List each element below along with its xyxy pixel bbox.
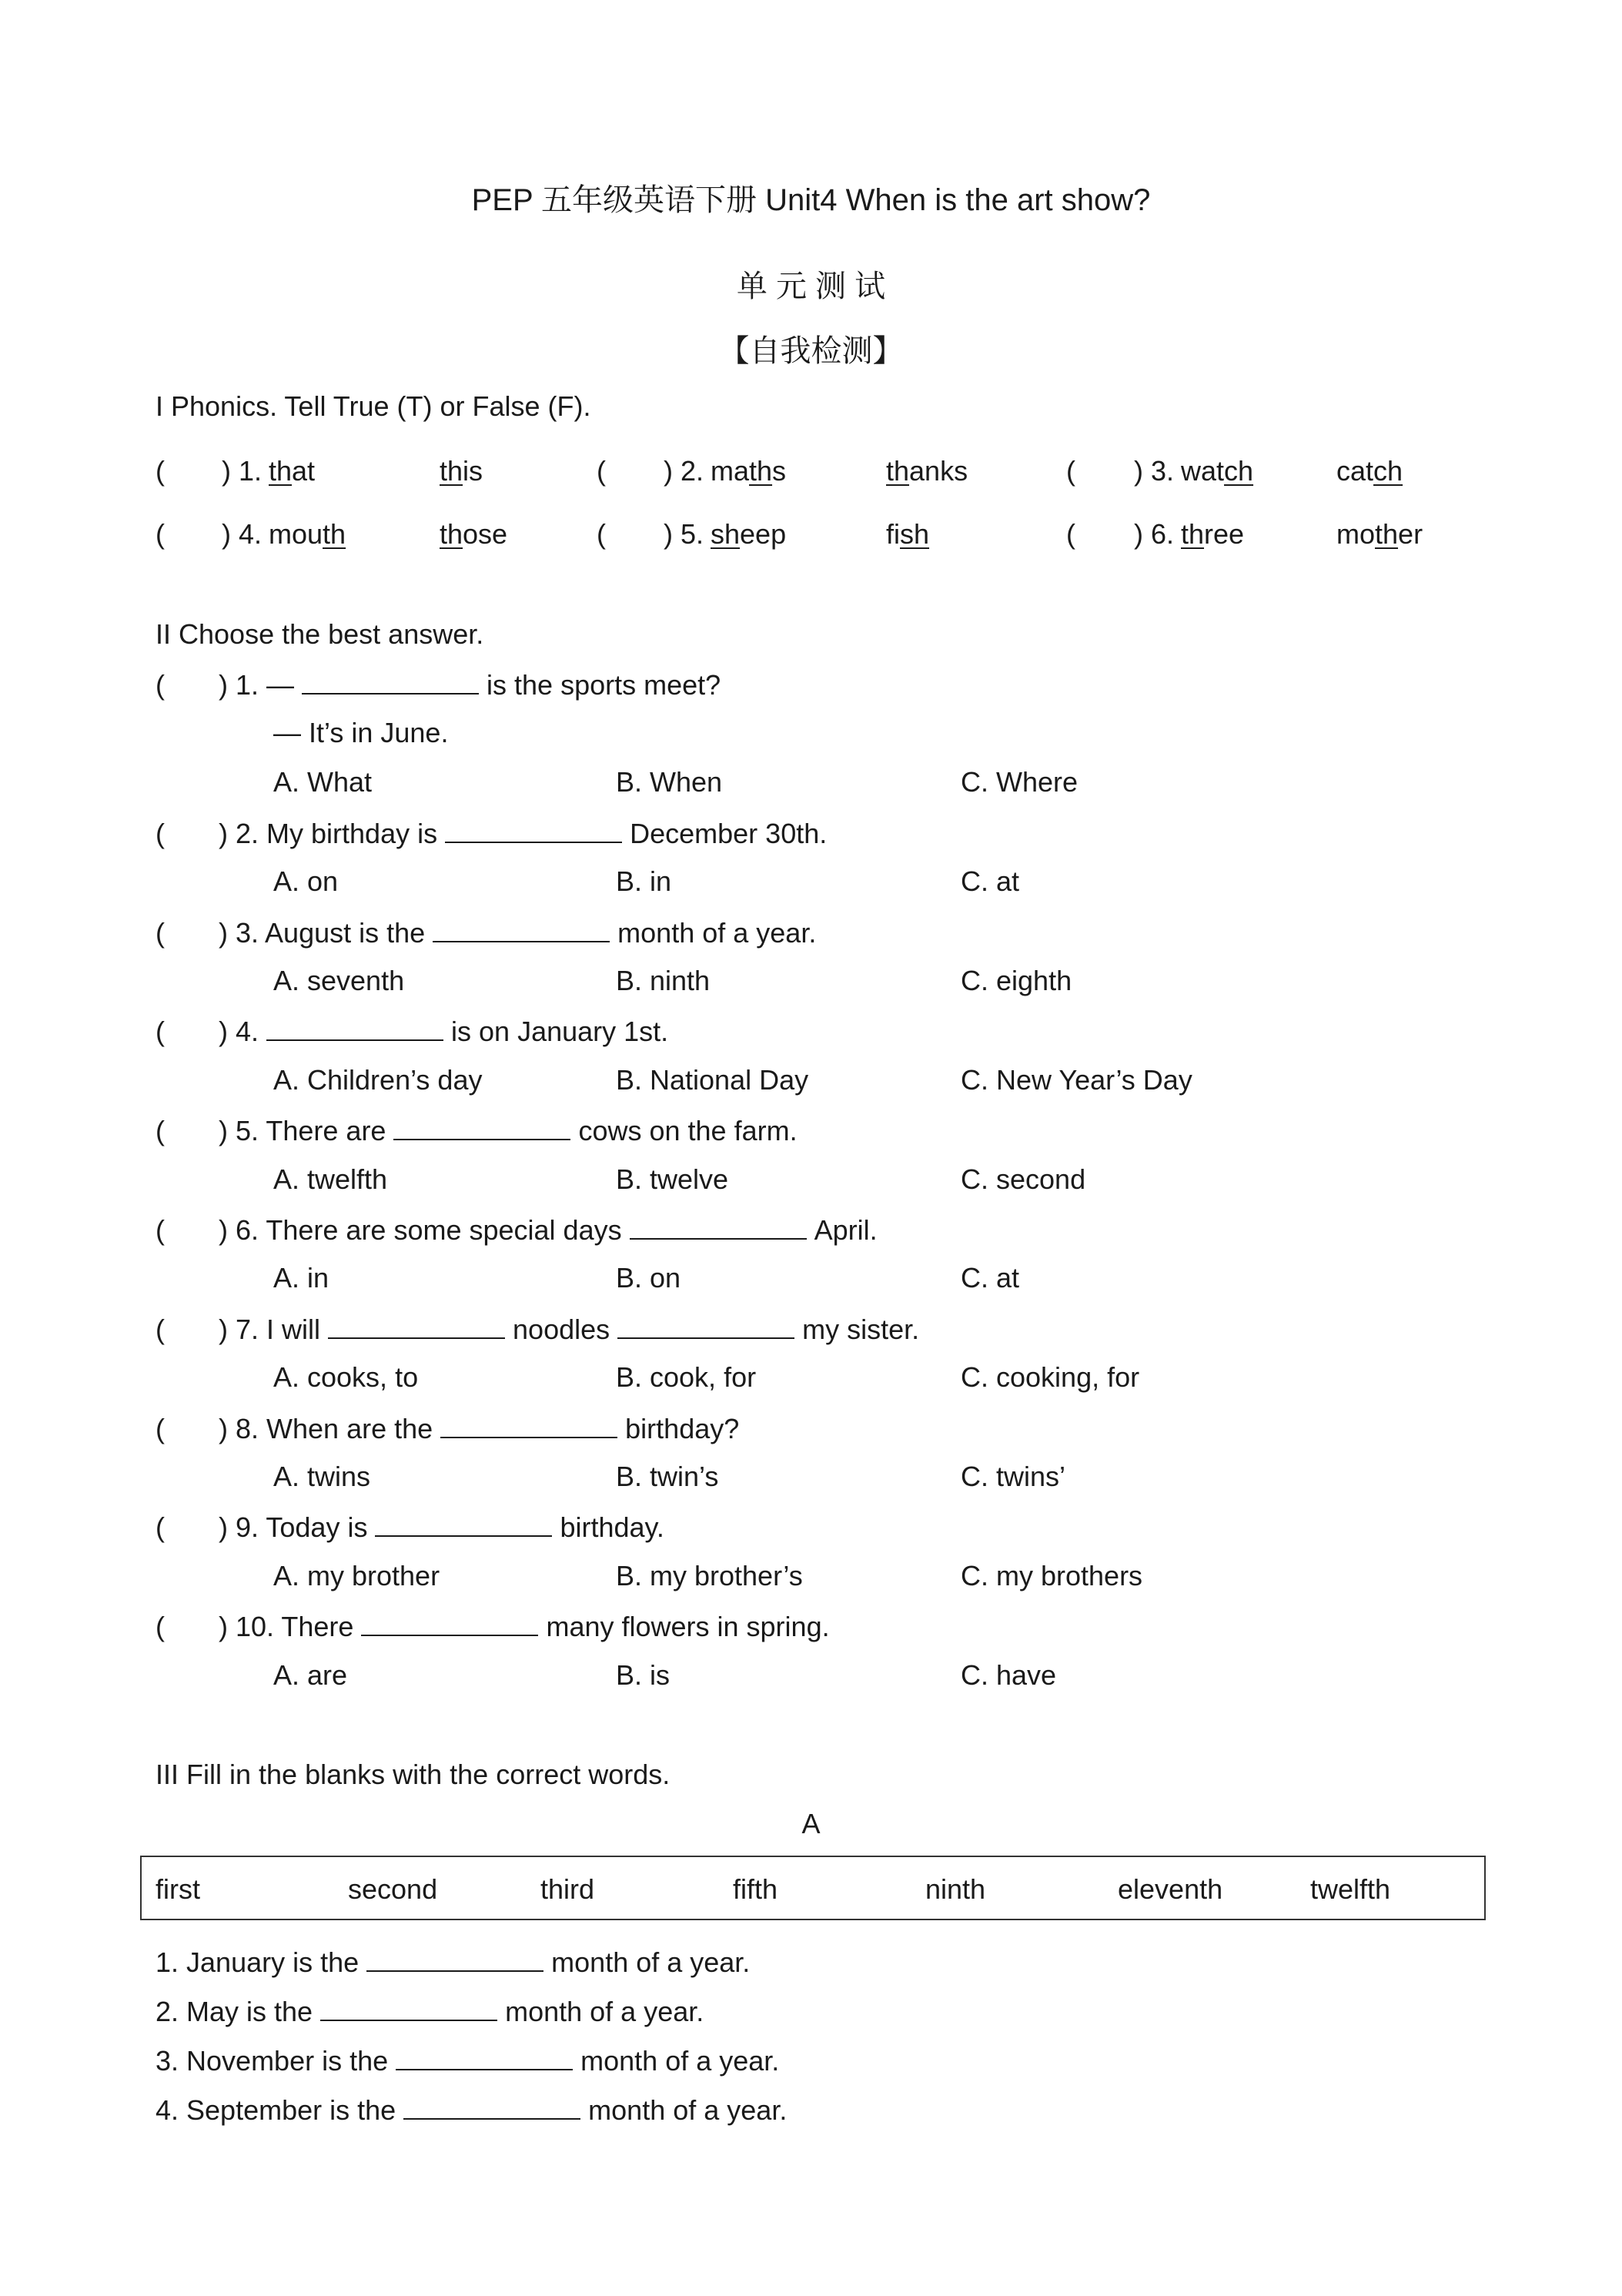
question-6-option-b[interactable]: B. on xyxy=(616,1262,681,1294)
question-5 xyxy=(156,1113,798,1148)
question-10-option-c[interactable]: C. have xyxy=(961,1659,1057,1691)
question-7-after: my sister. xyxy=(802,1314,920,1345)
question-2-blank[interactable] xyxy=(445,815,622,843)
question-9-after: birthday. xyxy=(560,1511,664,1543)
question-7 xyxy=(156,1311,919,1347)
fill-sentence-2-blank[interactable] xyxy=(320,1993,497,2021)
question-1-blank[interactable] xyxy=(302,667,479,694)
word-bank-item: third xyxy=(540,1873,595,1905)
fill-sentence-3 xyxy=(156,2043,779,2078)
answer-paren[interactable]: ( xyxy=(156,1016,219,1047)
question-3 xyxy=(156,915,816,950)
question-7-mid: noodles xyxy=(513,1314,610,1345)
question-2-option-c[interactable]: C. at xyxy=(961,865,1020,897)
question-5-blank[interactable] xyxy=(393,1113,570,1140)
answer-paren[interactable]: ( xyxy=(156,1115,219,1146)
answer-paren[interactable]: ( xyxy=(156,669,219,701)
phonics-answer-paren[interactable]: ( xyxy=(156,455,165,487)
question-7-blank-1[interactable] xyxy=(328,1311,505,1339)
question-9-option-a[interactable]: A. my brother xyxy=(273,1560,440,1591)
phonics-word-b: this xyxy=(440,455,483,487)
question-4-stem: ) 4. xyxy=(219,1016,259,1047)
answer-paren[interactable]: ( xyxy=(156,1611,219,1642)
fill-part-label: A xyxy=(801,1808,821,1839)
answer-paren[interactable]: ( xyxy=(156,818,219,849)
word-bank-item: ninth xyxy=(925,1873,986,1905)
phonics-answer-paren[interactable]: ( xyxy=(597,455,606,487)
question-2-stem: ) 2. My birthday is xyxy=(219,818,438,849)
phonics-answer-paren[interactable]: ( xyxy=(1066,455,1075,487)
phonics-answer-paren[interactable]: ( xyxy=(1066,518,1075,550)
question-3-option-c[interactable]: C. eighth xyxy=(961,965,1072,996)
fill-sentence-2 xyxy=(156,1993,704,2029)
question-7-option-b[interactable]: B. cook, for xyxy=(616,1361,757,1393)
question-1-option-b[interactable]: B. When xyxy=(616,766,723,798)
word-bank-item: second xyxy=(348,1873,438,1905)
phonics-word-a: that xyxy=(269,455,316,487)
question-7-stem: ) 7. I will xyxy=(219,1314,321,1345)
question-1 xyxy=(156,667,721,702)
question-3-option-b[interactable]: B. ninth xyxy=(616,965,711,996)
question-7-option-a[interactable]: A. cooks, to xyxy=(273,1361,419,1393)
answer-paren[interactable]: ( xyxy=(156,1214,219,1246)
phonics-item-number: ) 2. xyxy=(664,455,704,487)
phonics-word-b: those xyxy=(440,518,508,550)
word-bank-item: first xyxy=(156,1873,200,1905)
question-1-option-c[interactable]: C. Where xyxy=(961,766,1079,798)
answer-paren[interactable]: ( xyxy=(156,917,219,949)
question-4-after: is on January 1st. xyxy=(451,1016,669,1047)
question-1-after: is the sports meet? xyxy=(487,669,721,701)
fill-sentence-2-start: 2. May is the xyxy=(156,1996,313,2027)
question-8-blank[interactable] xyxy=(440,1411,617,1438)
phonics-word-b: fish xyxy=(886,518,930,550)
fill-sentence-1 xyxy=(156,1944,750,1980)
fill-heading: III Fill in the blanks with the correct words. xyxy=(156,1759,671,1790)
question-9-option-c[interactable]: C. my brothers xyxy=(961,1560,1143,1591)
fill-sentence-4 xyxy=(156,2092,787,2127)
question-2-option-a[interactable]: A. on xyxy=(273,865,339,897)
question-8 xyxy=(156,1411,739,1446)
question-3-after: month of a year. xyxy=(617,917,817,949)
fill-sentence-4-blank[interactable] xyxy=(403,2092,580,2120)
question-1-stem: ) 1. — xyxy=(219,669,295,701)
question-4-option-a[interactable]: A. Children’s day xyxy=(273,1064,483,1096)
question-5-after: cows on the farm. xyxy=(578,1115,798,1146)
question-2-after: December 30th. xyxy=(630,818,828,849)
fill-sentence-1-start: 1. January is the xyxy=(156,1946,360,1978)
phonics-word-a: maths xyxy=(711,455,787,487)
question-4-option-b[interactable]: B. National Day xyxy=(616,1064,809,1096)
question-10-after: many flowers in spring. xyxy=(546,1611,830,1642)
phonics-word-a: sheep xyxy=(711,518,787,550)
phonics-item-number: ) 5. xyxy=(664,518,704,550)
question-8-option-a[interactable]: A. twins xyxy=(273,1461,371,1492)
phonics-item-number: ) 1. xyxy=(222,455,263,487)
fill-sentence-4-end: month of a year. xyxy=(588,2094,788,2126)
question-6-option-a[interactable]: A. in xyxy=(273,1262,329,1294)
fill-sentence-2-end: month of a year. xyxy=(505,1996,704,2027)
question-10-stem: ) 10. There xyxy=(219,1611,354,1642)
phonics-heading: I Phonics. Tell True (T) or False (F). xyxy=(156,390,591,422)
question-10-option-a[interactable]: A. are xyxy=(273,1659,348,1691)
question-3-stem: ) 3. August is the xyxy=(219,917,426,949)
phonics-word-a: three xyxy=(1181,518,1245,550)
question-1-reply: — It’s in June. xyxy=(273,717,449,748)
question-5-option-b[interactable]: B. twelve xyxy=(616,1163,729,1195)
question-3-option-a[interactable]: A. seventh xyxy=(273,965,405,996)
question-7-option-c[interactable]: C. cooking, for xyxy=(961,1361,1140,1393)
choose-heading: II Choose the best answer. xyxy=(156,618,484,650)
question-9-option-b[interactable]: B. my brother’s xyxy=(616,1560,803,1591)
question-5-option-a[interactable]: A. twelfth xyxy=(273,1163,388,1195)
answer-paren[interactable]: ( xyxy=(156,1511,219,1543)
question-6 xyxy=(156,1212,878,1247)
question-6-after: April. xyxy=(814,1214,878,1246)
phonics-item-number: ) 3. xyxy=(1134,455,1175,487)
question-8-option-c[interactable]: C. twins’ xyxy=(961,1461,1066,1492)
phonics-answer-paren[interactable]: ( xyxy=(156,518,165,550)
question-1-option-a[interactable]: A. What xyxy=(273,766,373,798)
question-6-blank[interactable] xyxy=(630,1212,807,1240)
fill-sentence-1-end: month of a year. xyxy=(551,1946,751,1978)
phonics-word-b: catch xyxy=(1336,455,1403,487)
question-5-stem: ) 5. There are xyxy=(219,1115,386,1146)
answer-paren[interactable]: ( xyxy=(156,1413,219,1444)
phonics-word-a: mouth xyxy=(269,518,346,550)
question-9-blank[interactable] xyxy=(375,1509,552,1537)
question-6-stem: ) 6. There are some special days xyxy=(219,1214,622,1246)
question-2 xyxy=(156,815,827,851)
question-5-option-c[interactable]: C. second xyxy=(961,1163,1086,1195)
question-9 xyxy=(156,1509,664,1545)
question-8-stem: ) 8. When are the xyxy=(219,1413,433,1444)
fill-sentence-3-end: month of a year. xyxy=(580,2045,780,2077)
phonics-item-number: ) 4. xyxy=(222,518,263,550)
question-8-option-b[interactable]: B. twin’s xyxy=(616,1461,719,1492)
question-6-option-c[interactable]: C. at xyxy=(961,1262,1020,1294)
question-10-blank[interactable] xyxy=(361,1608,538,1636)
phonics-word-a: watch xyxy=(1181,455,1254,487)
fill-sentence-1-blank[interactable] xyxy=(366,1944,543,1972)
word-bank xyxy=(140,1856,1486,1920)
question-10-option-b[interactable]: B. is xyxy=(616,1659,671,1691)
fill-sentence-4-start: 4. September is the xyxy=(156,2094,396,2126)
phonics-answer-paren[interactable]: ( xyxy=(597,518,606,550)
fill-sentence-3-start: 3. November is the xyxy=(156,2045,389,2077)
question-7-blank-2[interactable] xyxy=(617,1311,794,1339)
phonics-word-b: thanks xyxy=(886,455,968,487)
fill-sentence-3-blank[interactable] xyxy=(396,2043,573,2070)
phonics-item-number: ) 6. xyxy=(1134,518,1175,550)
answer-paren[interactable]: ( xyxy=(156,1314,219,1345)
section-label: 【自我检测】 xyxy=(718,334,904,368)
question-3-blank[interactable] xyxy=(433,915,610,942)
question-4-blank[interactable] xyxy=(266,1013,443,1041)
page-title: PEP 五年级英语下册 Unit4 When is the art show? xyxy=(471,183,1151,217)
question-8-after: birthday? xyxy=(625,1413,740,1444)
question-4 xyxy=(156,1013,668,1049)
phonics-word-b: mother xyxy=(1336,518,1423,550)
word-bank-item: twelfth xyxy=(1310,1873,1391,1905)
question-2-option-b[interactable]: B. in xyxy=(616,865,672,897)
word-bank-item: eleventh xyxy=(1118,1873,1223,1905)
page-subtitle: 单 元 测 试 xyxy=(736,269,886,303)
question-10 xyxy=(156,1608,830,1644)
question-9-stem: ) 9. Today is xyxy=(219,1511,368,1543)
word-bank-item: fifth xyxy=(733,1873,778,1905)
question-4-option-c[interactable]: C. New Year’s Day xyxy=(961,1064,1192,1096)
